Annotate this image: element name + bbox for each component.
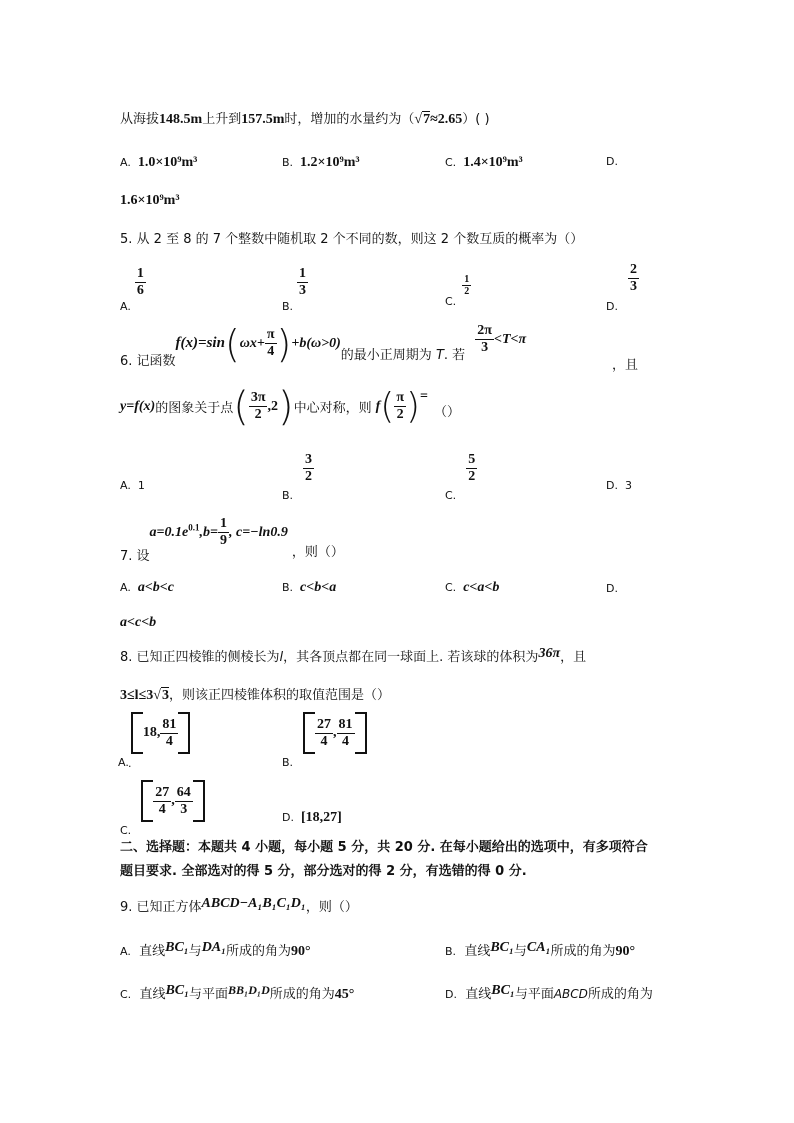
q5-stem: 5. 从 2 至 8 的 7 个整数中随机取 2 个不同的数，则这 2 个数互质的概率为（） xyxy=(120,232,584,247)
q7-option-d-value: a<c<b xyxy=(120,615,157,630)
q4-stem: 从海拔148.5m上升到157.5m时，增加的水量约为（√7≈2.65）( ) xyxy=(120,110,680,130)
q9-option-b[interactable]: B. 直线BC₁与CA₁所成的角为90° xyxy=(445,940,636,959)
q9-stem: 9. 已知正方体ABCD−A₁B₁C₁D₁，则（） xyxy=(120,896,358,915)
q8-option-d[interactable]: D. [18,27] xyxy=(282,810,342,825)
q9-option-c[interactable]: C. 直线BC₁与平面BB₁D₁D所成的角为45° xyxy=(120,983,355,1002)
q6-stem-line1: 6. 记函数f(x)=sin(ωx+ $\frac{\pi}{4}$ )+b(ω>0)的最小正周期为 T. 若 $\frac{2\pi}{3}$ <T<π xyxy=(120,321,527,369)
q7-option-b[interactable]: B. c<b<a xyxy=(282,580,337,595)
q6-and: ，且 xyxy=(612,358,639,373)
q4-option-d-value: 1.6×10⁹m³ xyxy=(120,193,180,208)
q9-option-d[interactable]: D. 直线BC₁与平面ABCD所成的角为 xyxy=(445,983,653,1002)
q4-option-a[interactable]: A. 1.0×10⁹m³ xyxy=(120,155,198,170)
q5-option-d[interactable]: D. $\frac{2}{3}$ xyxy=(606,262,637,313)
q8-option-a-dot: . xyxy=(128,757,132,770)
section-2-heading-line2: 题目要求. 全部选对的得 5 分，部分选对的得 2 分，有选错的得 0 分. xyxy=(120,864,527,879)
q4-option-b[interactable]: B. 1.2×10⁹m³ xyxy=(282,155,360,170)
q7-option-c[interactable]: C. c<a<b xyxy=(445,580,500,595)
q8-option-c[interactable]: C. $\frac{27}{4}$ , $\frac{64}{3}$ xyxy=(120,780,205,830)
q8-stem-line2: 3≤l≤3√3，则该正四棱锥体积的取值范围是（） xyxy=(120,686,680,706)
q8-option-b[interactable]: B. $\frac{27}{4}$ , $\frac{81}{4}$ xyxy=(282,712,367,762)
q6-option-c[interactable]: C. $\frac{5}{2}$ xyxy=(445,452,476,502)
q8-stem-line1: 8. 已知正四棱锥的侧棱长为l，其各顶点都在同一球面上. 若该球的体积为36π，且 xyxy=(120,646,587,665)
q4-option-c[interactable]: C. 1.4×10⁹m³ xyxy=(445,155,523,170)
q4-option-d-label[interactable]: D. xyxy=(606,155,618,168)
section-2-heading-line1: 二、选择题：本题共 4 小题，每小题 5 分，共 20 分. 在每小题给出的选项中，有多项符合 xyxy=(120,840,648,855)
q5-option-c[interactable]: C. $\frac{1}{2}$ xyxy=(445,274,470,308)
q9-option-a[interactable]: A. 直线BC₁与DA₁所成的角为90° xyxy=(120,940,311,959)
sqrt-7: √7 xyxy=(414,112,431,127)
q5-option-a[interactable]: A. $\frac{1}{6}$ xyxy=(120,266,144,313)
q6-option-b[interactable]: B. $\frac{3}{2}$ xyxy=(282,452,313,502)
q7-option-a[interactable]: A. a<b<c xyxy=(120,580,174,595)
sqrt-3: √3 xyxy=(153,688,169,703)
q8-option-a[interactable]: A.18, $\frac{81}{4}$ xyxy=(118,712,190,762)
q6-option-a[interactable]: A. 1 xyxy=(120,479,145,492)
q6-option-d[interactable]: D. 3 xyxy=(606,479,632,492)
q5-option-b[interactable]: B. $\frac{1}{3}$ xyxy=(282,266,307,313)
q7-option-d-label[interactable]: D. xyxy=(606,582,618,595)
q6-stem-line2: y=f(x)的图象关于点( $\frac{3\pi}{2}$ ,2)中心对称，则 f( $\frac{\pi}{2}$ )=（） xyxy=(120,383,461,430)
q7-stem: 7. 设$a=0.1e^{0.1},b=$ $\frac{1}{9}$ , c=−ln0.9，则（） xyxy=(120,516,344,564)
